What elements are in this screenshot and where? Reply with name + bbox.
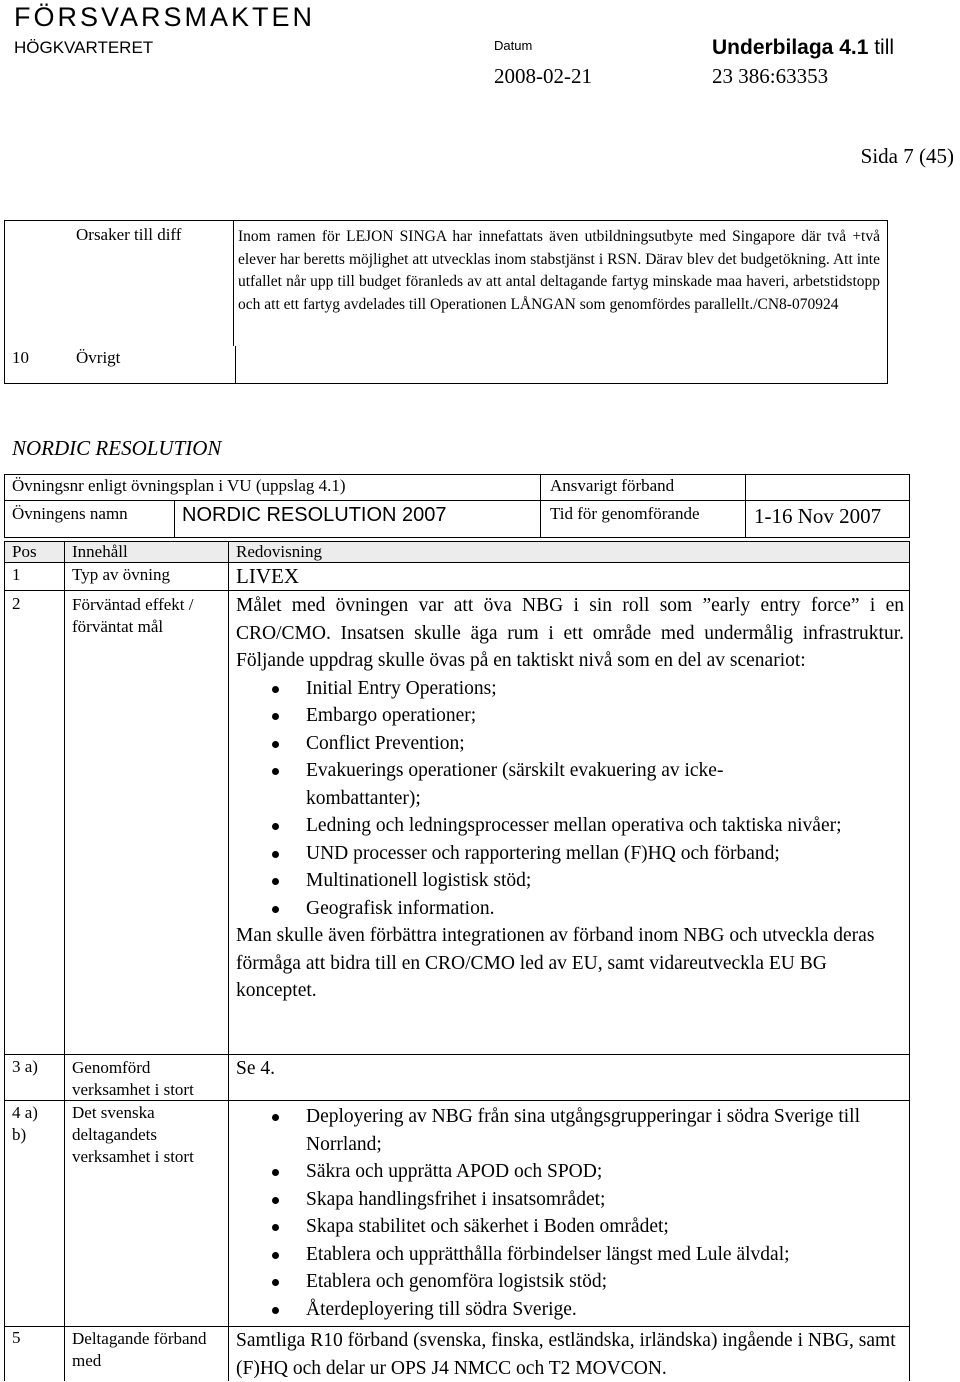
hq-name: HÖGKVARTERET <box>14 38 154 57</box>
column-header-content: Innehåll <box>72 542 128 561</box>
bullet-item: Embargo operationer; <box>236 702 904 730</box>
row2-pos: 2 <box>12 594 21 613</box>
exercise-name-value: NORDIC RESOLUTION 2007 <box>182 504 447 526</box>
row4-pos: 4 a) b) <box>12 1103 38 1144</box>
column-header-row <box>4 541 910 563</box>
exercise-name-label: Övningens namn <box>12 504 128 523</box>
column-header-report: Redovisning <box>236 542 322 561</box>
row4-content: Det svenska deltagandets verksamhet i stort <box>72 1103 194 1166</box>
row3-content: Genomförd verksamhet i stort <box>72 1058 194 1099</box>
bullet-item: Skapa stabilitet och säkerhet i Boden området; <box>236 1213 904 1241</box>
row3-report: Se 4. <box>236 1058 275 1079</box>
row2-bullet-list <box>236 675 904 923</box>
column-divider <box>228 541 229 1381</box>
org-name: FÖRSVARSMAKTEN <box>14 2 316 32</box>
row4-bullet-list <box>236 1103 904 1323</box>
annex-title <box>712 36 894 60</box>
bullet-item: Skapa handlingsfrihet i insatsområdet; <box>236 1186 904 1214</box>
row5-pos: 5 <box>12 1328 21 1347</box>
bullet-item: Conflict Prevention; <box>236 730 904 758</box>
responsible-unit-label: Ansvarigt förband <box>550 476 675 495</box>
row1-pos: 1 <box>12 565 21 584</box>
exercise-time-label: Tid för genomförande <box>550 504 700 523</box>
bullet-item: Initial Entry Operations; <box>236 675 904 703</box>
row2-outro: Man skulle även förbättra integrationen av förband inom NBG och utveckla deras förmåga att bidra till en CRO/CMO led av EU, samt vidareutveckla EU BG konceptet. <box>236 925 875 1001</box>
row-divider <box>4 1054 910 1055</box>
other-row-number: 10 <box>12 348 29 367</box>
bullet-item: Multinationell logistisk stöd; <box>236 867 904 895</box>
column-divider <box>235 346 236 383</box>
table-border-left <box>4 541 5 1381</box>
row4-report <box>236 1103 904 1323</box>
other-row-label: Övrigt <box>76 348 121 367</box>
table-border-right <box>909 541 910 1381</box>
row2-report <box>236 592 904 1005</box>
date-label: Datum <box>494 38 533 53</box>
bullet-item: Geografisk information. <box>236 895 904 923</box>
row2-intro: Målet med övningen var att öva NBG i sin roll som ”early entry force” i en CRO/CMO. Insatsen skulle äga rum i ett område med undermålig infrastruktur. Följande uppdrag skulle övas på en taktiskt nivå som en del av scenariot: <box>236 595 904 671</box>
column-divider <box>64 541 65 1381</box>
bullet-item: Evakuerings operationer (särskilt evakuering av icke-kombattanter); <box>236 757 904 812</box>
annex-suffix: till <box>868 36 895 59</box>
bullet-item: UND processer och rapportering mellan (F)HQ och förband; <box>236 840 904 868</box>
annex-label: Underbilaga 4.1 <box>712 36 869 59</box>
bullet-item: Etablera och genomföra logistsik stöd; <box>236 1268 904 1296</box>
row5-report: Samtliga R10 förband (svenska, finska, estländska, irländska) ingående i NBG, samt (F)HQ och delar ur OPS J4 NMCC och T2 MOVCON. <box>236 1330 896 1379</box>
date-value: 2008-02-21 <box>494 64 592 88</box>
column-divider <box>233 221 234 346</box>
row5-content: Deltagande förband med <box>72 1329 207 1370</box>
diff-reason-text: Inom ramen för LEJON SINGA har innefattats även utbildningsutbyte med Singapore där två +två elever har beretts möjlighet att utvecklas inom stabstjänst i RSN. Därav blev det budgetökning. Att inte utfallet når upp till budget föranleds av att antal deltagande fartyg minskade maa haveri, arbetstidstopp och att ett fartyg avdelades till Operationen LÅNGAN som genomfördes parallellt./CN8-070924 <box>238 228 880 313</box>
exercise-time-value: 1-16 Nov 2007 <box>754 504 882 528</box>
bullet-item: Återdeployering till södra Sverige. <box>236 1296 904 1324</box>
row1-report: LIVEX <box>236 564 299 588</box>
row2-content: Förväntad effekt / förväntat mål <box>72 595 194 636</box>
diff-reason-label: Orsaker till diff <box>76 225 182 244</box>
bullet-item: Deployering av NBG från sina utgångsgrupperingar i södra Sverige till Norrland; <box>236 1103 904 1158</box>
exercise-number-label: Övningsnr enligt övningsplan i VU (uppslag 4.1) <box>12 476 346 495</box>
row1-content: Typ av övning <box>72 565 170 584</box>
bullet-item: Etablera och upprätthålla förbindelser längst med Lule älvdal; <box>236 1241 904 1269</box>
row-divider <box>4 590 910 591</box>
section-title: NORDIC RESOLUTION <box>12 436 222 460</box>
page-number: Sida 7 (45) <box>860 144 954 168</box>
bullet-item: Säkra och upprätta APOD och SPOD; <box>236 1158 904 1186</box>
doc-number: 23 386:63353 <box>712 64 829 88</box>
column-header-pos: Pos <box>12 542 37 561</box>
row3-pos: 3 a) <box>12 1057 38 1076</box>
bullet-item: Ledning och ledningsprocesser mellan operativa och taktiska nivåer; <box>236 812 904 840</box>
